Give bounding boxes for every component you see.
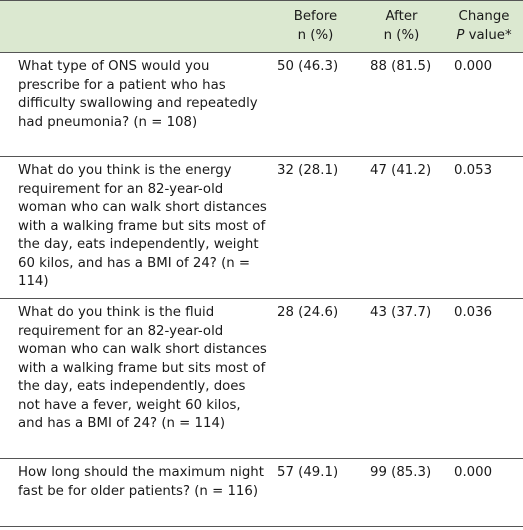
before-cell: 28 (24.6) — [273, 299, 358, 459]
table-header — [0, 1, 523, 53]
after-cell: 43 (37.7) — [358, 299, 445, 459]
question-cell: What do you think is the energy requirement for an 82-year-old woman who can walk short distances with a walking frame but sits most of the day, eats independently, weight 60 kilos, and has a BMI of 24? (n = 114) — [0, 157, 273, 299]
after-cell: 47 (41.2) — [358, 157, 445, 299]
before-cell: 50 (46.3) — [273, 53, 358, 157]
table-body — [0, 53, 523, 527]
after-cell: 88 (81.5) — [358, 53, 445, 157]
p-value-cell: 0.053 — [445, 157, 523, 299]
header-before — [273, 1, 358, 53]
header-after-title: After — [385, 9, 418, 24]
header-change — [445, 1, 523, 53]
p-value-cell: 0.000 — [445, 53, 523, 157]
table-row — [0, 299, 523, 459]
header-after — [358, 1, 445, 53]
p-value-cell: 0.036 — [445, 299, 523, 459]
header-row — [0, 1, 523, 53]
question-cell: How long should the maximum night fast be for older patients? (n = 116) — [0, 459, 273, 527]
header-before-unit: n (%) — [297, 27, 334, 43]
header-question — [0, 1, 273, 53]
header-after-unit: n (%) — [383, 27, 420, 43]
question-cell: What type of ONS would you prescribe for a patient who has difficulty swallowing and repeatedly had pneumonia? (n = 108) — [0, 53, 273, 157]
header-p-value — [445, 27, 523, 46]
header-p-symbol: P — [456, 27, 465, 43]
table-row — [0, 459, 523, 527]
header-before-title: Before — [293, 9, 338, 24]
before-cell: 32 (28.1) — [273, 157, 358, 299]
header-change-title: Change — [458, 9, 510, 24]
question-cell: What do you think is the fluid requirement for an 82-year-old woman who can walk short distances with a walking frame but sits most of the day, eats independently, does not have a fever, weight 60 kilos, and has a BMI of 24? (n = 114) — [0, 299, 273, 459]
header-p-value-label: value* — [464, 27, 512, 43]
after-cell: 99 (85.3) — [358, 459, 445, 527]
table-row — [0, 53, 523, 157]
p-value-cell: 0.000 — [445, 459, 523, 527]
table-row — [0, 157, 523, 299]
before-cell: 57 (49.1) — [273, 459, 358, 527]
